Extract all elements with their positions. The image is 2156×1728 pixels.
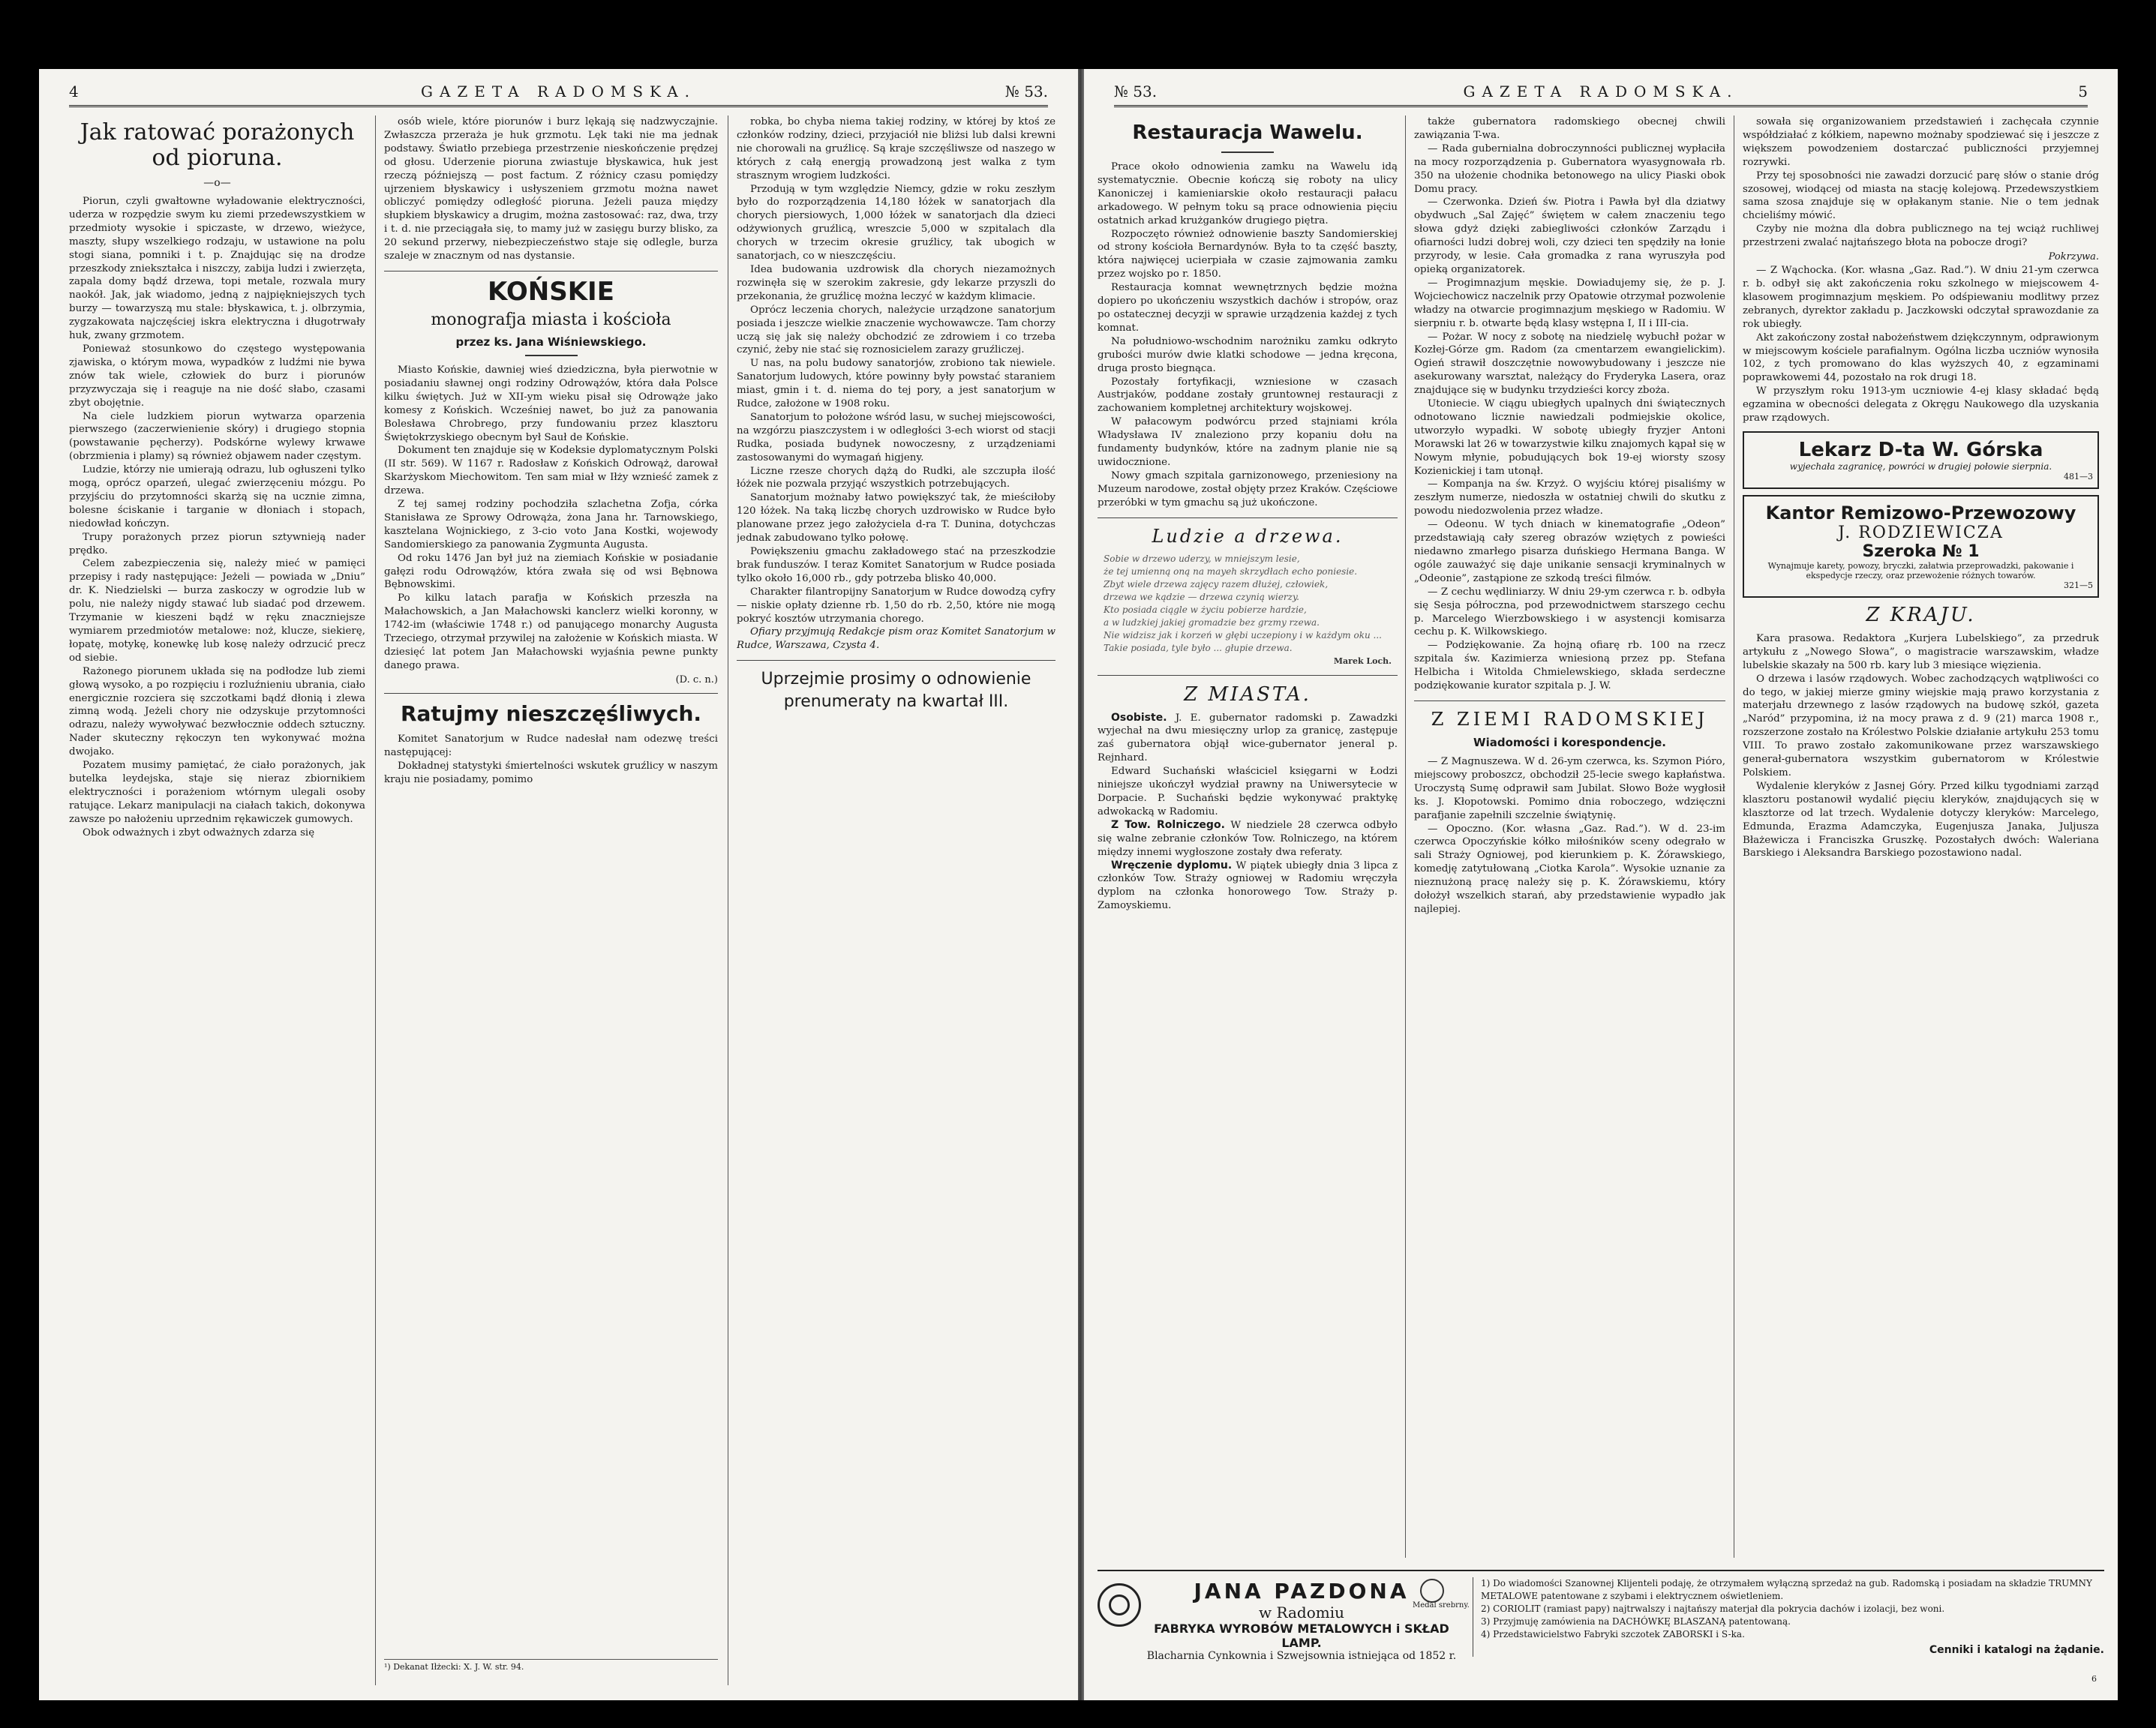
article-title: Jak ratować porażonych od pioruna. xyxy=(80,119,355,171)
column-3 xyxy=(1743,116,2099,1558)
poem-line: drzewa we kądzie — drzewa czynią wierzy. xyxy=(1104,591,1299,602)
paragraph: Kara prasowa. Redaktora „Kurjera Lubelskiego”, za przedruk artykułu z „Nowego Słowa”, o magistracie warszawskim, władze lubelskie skazały na 500 rb. kary lub 3 miesiące więzienia. xyxy=(1743,632,2099,671)
paragraph: — Czerwonka. Dzień św. Piotra i Pawła był dla dziatwy obydwuch „Sal Zajęć” świętem w całem znaczeniu tego słowa gdyż dzięki zabiegliwości członków Zarządu i ofiarności ludzi dobrej woli, czy dzieci ten spędziły na łonie przyrody, w lesie. Cała gromadka z rana wyruszyła pod opieką organizatorek. xyxy=(1414,196,1725,275)
paragraph: W pałacowym podwórcu przed stajniami króla Władysława IV znaleziono przy kopaniu dołu na fundamenty budynków, które na zadnym planie nie są uwidocznione. xyxy=(1098,416,1398,468)
right-page xyxy=(1084,69,2118,1700)
item-text: Edward Suchański właściciel księgarni w Łodzi niniejsze ukończył wydział prawny na Uniwersytecie w Dorpacie. P. Suchański będzie wykonywać praktykę adwokacką w Radomiu. xyxy=(1098,766,1398,818)
poem xyxy=(1098,553,1398,668)
paragraph: — Podziękowanie. Za hojną ofiarę rb. 100 na rzecz szpitala św. Kazimierza wniesioną przez pp. Stefana Helbicha i Witolda Chmielewskiego, składa serdeczne podziękowanie kurator szpitala p. J. W. xyxy=(1414,640,1725,692)
poem-line: Nie widzisz jak i korzeń w głębi uczepiony i w każdym oku ... xyxy=(1104,629,1382,640)
divider: —o— xyxy=(203,177,231,189)
paragraph: Po kilku latach parafja w Końskich przeszła na Małachowskich, a Jan Małachowski kanclerz wielki koronny, w 1742-im (właściwie 1748 r.) od panującego monarchy Augusta Trzeciego, otrzymał przywilej na założenie w Końskich miasta. W dziesięć lat potem Jan Małachowski wyjaśnia pewne punkty danego prawa. xyxy=(384,592,718,671)
page-mark: 6 xyxy=(2091,1674,2097,1684)
advertisement-kantor xyxy=(1743,495,2099,598)
paragraph: Prace około odnowienia zamku na Wawelu idą systematycznie. Obecnie kończą się roboty na ulicy Kanoniczej i kamieniarskie około restauracji pałacu arkadowego. W pełnym toku są prace odnowienia pięciu ostatnich arkad krużganków drugiego piętra. xyxy=(1098,161,1398,226)
column-2 xyxy=(1414,116,1725,1558)
ad-list-item: 3) Przyjmuję zamówienia na DACHÓWKĘ BLASZANĄ patentowaną. xyxy=(1481,1616,1791,1627)
paragraph: Rażonego piorunem układa się na podłodze lub ziemi głową wysoko, a po rozpięciu i rozluźnieniu ubrania, ciało energicznie rozciera się szczotkami bądź dłonią i zlewa zimną wodą. Jeżeli chory nie odzyskuje przytomności odrazu, należy wywoływać bezwłocznie oddech sztuczny. Nader skuteczny rękoczyn ten wykonywać można dwojako. xyxy=(69,665,365,758)
column-1 xyxy=(69,116,365,1685)
paragraph: Trupy porażonych przez piorun sztywnieją nader prędko. xyxy=(69,531,365,556)
poem-line: Kto posiada ciągle w życiu pobierze hardzie, xyxy=(1104,604,1307,615)
separator xyxy=(1414,700,1725,701)
item-label: Z Tow. Rolniczego. xyxy=(1111,818,1225,831)
ad-title: Lekarz D-ta W. Górska xyxy=(1798,438,2043,461)
page-number: 4 xyxy=(69,82,79,100)
issue-number: № 53. xyxy=(1114,82,1158,100)
paragraph: osób wiele, które piorunów i burz lękają się nadzwyczajnie. Zwłaszcza przeraża je huk grzmotu. Lęk taki nie ma jednak podstawy. Światło przebiega przestrzenie nieskończenie prędzej od głosu. Uderzenie pioruna zwiastuje błyskawica, huk jest rzeczą późniejszą — post factum. Z różnicy czasu pomiędzy ujrzeniem błyskawicy i usłyszeniem grzmotu można nawet obliczyć pomiędzy odległość pioruna. Jeżeli pauza między słupkiem błyskawicy a drugim, można zastosować: raz, dwa, trzy i t. d. nie przeciągała się, to mamy już w zasięgu burzy blisko, za 20 sekund przerwy, niebezpieczeństwo staje się odlegle, burza szaleje w znacznym od nas dystansie. xyxy=(384,116,718,262)
poem-line: Zbyt wiele drzewa zajęcy razem dłużej, człowiek, xyxy=(1104,578,1329,590)
item-text: W niedziele 28 czerwca odbyło się walne zebranie członków Tow. Rolniczego, na którem między innemi wygłoszone zostały dwa referaty. xyxy=(1098,819,1398,858)
paragraph: Komitet Sanatorjum w Rudce nadesłał nam odezwę treści następującej: xyxy=(384,733,718,758)
paragraph: W przyszłym roku 1913-ym uczniowie 4-ej klasy składać będą egzamina w obecności delegata z Okręgu Naukowego dla uzyskania praw rządowych. xyxy=(1743,386,2099,424)
paragraph: Czyby nie można dla dobra publicznego na tej wciąż ruchliwej przestrzeni zwalać najtańszego błota na pobocze drogi? xyxy=(1743,224,2099,249)
paragraph: Piorun, czyli gwałtowne wyładowanie elektryczności, uderza w rozpędzie swym ku ziemi przedewszystkiem w przedmioty wysokie i spiczaste, w drzewo, wieżyce, maszty, słupy wszelkiego rodzaju, w ustawione na polu stogi siana, pomniki i t. p. Znajdując się na drodze przeszkody zniekształca i niszczy, zabija ludzi i zwierzęta, zapala domy bądź drzewa, topi metale, rozwala mury naokół. Jak, jak wiadomo, jedną z najpiękniejszych tych burzy — towarzyszą mu stale: błyskawica, t. j. olbrzymia, zygzakowata najczęściej iskra elektryczna i długotrwały huk, zwany grzmotem. xyxy=(69,196,365,342)
paragraph: Ludzie, którzy nie umierają odrazu, lub ogłuszeni tylko mogą, oprócz oparzeń, ulegać zwierzęceniu mózgu. Po przyjściu do przytomności skarżą się na ucznie zimna, bolesne ściskanie i targanie w dłoniach i stopach, niedowład kończyn. xyxy=(69,464,365,530)
paragraph: Dokładnej statystyki śmiertelności wskutek gruźlicy w naszym kraju nie posiadamy, pomimo xyxy=(384,760,718,785)
paragraph: — Z Wąchocka. (Kor. własna „Gaz. Rad.”). W dniu 21-ym czerwca r. b. odbył się akt zakończenia roku szkolnego w miejscowem 4-klasowem progimnazjum męskiem. Po odśpiewaniu modlitwy przez zebranych, dyrektor zakładu p. Jaczkowski odczytał sprawozdanie za rok ubiegły. xyxy=(1743,265,2099,330)
medal-icon xyxy=(1420,1579,1444,1603)
paragraph: — Z cechu wędliniarzy. W dniu 29-ym czerwca r. b. odbyła się Sesja półroczna, pod przewodnictwem starszego cechu p. Marcelego Wierzbowskiego i w asystencji komisarza cechu p. K. Wilkowskiego. xyxy=(1414,586,1725,638)
paragraph: Wydalenie kleryków z Jasnej Góry. Przed kilku tygodniami zarząd klasztoru postanowił wydalić pięciu kleryków, znajdujących się w klasztorze od lat trzech. Wydalenie dotyczy kleryków: Marcelego, Edmunda, Erazma Adamczyka, Eugenjusza Janaka, Juljusza Błażewicza i Franciszka Gruszkę. Pozostałych dwóch: Waleriana Barskiego i Aleksandra Barskiego pozostawiono nadal. xyxy=(1743,780,2099,860)
signature: Pokrzywa. xyxy=(2048,251,2099,263)
subscription-notice: Uprzejmie prosimy o odnowienie prenumeraty na kwartał III. xyxy=(761,670,1031,712)
paragraph: — Progimnazjum męskie. Dowiadujemy się, że p. J. Wojciechowicz naczelnik przy Opatowie otrzymał pozwolenie władzy na otwarcie progimnazjum męskiego w Radomiu. W sierpniu r. b. otwarte będą klasy wstępna I, II i III-cia. xyxy=(1414,277,1725,329)
paragraph: Ofiary przyjmują Redakcje pism oraz Komitet Sanatorjum w Rudce, Warszawa, Czysta 4. xyxy=(737,626,1055,652)
ad-title: Kantor Remizowo-Przewozowy xyxy=(1765,502,2076,524)
item-label: Wręczenie dyplomu. xyxy=(1111,859,1233,872)
paragraph: O drzewa i lasów rządowych. Wobec zachodzących wątpliwości co do tego, w jakiej mierze gminy wiejskie mają prawo korzystania z materjału drzewnego z lasów rządowych na budowę szkół, gazeta „Naród” przypomina, iż na mocy prawa z d. 9 (21) marca 1908 r., rozszerzone zostało na Królestwo Polskie działanie artykułu 253 tomu VIII. To prawo zostało zakomunikowane przez warszawskiego generał-gubernatora wszystkim gubernatorom w Królestwie Polskiem. xyxy=(1743,673,2099,778)
byline: przez ks. Jana Wiśniewskiego. xyxy=(455,334,647,349)
paragraph: — Rada gubernialna dobroczynności publicznej wypłaciła na mocy rozporządzenia p. Gubernatora wyasygnowała rb. 350 na ułożenie chodnika betonowego na ulicy Piaski obok Domu pracy. xyxy=(1414,142,1725,195)
ad-reference: 481—3 xyxy=(2064,471,2093,482)
footnote: ¹) Dekanat Iłżecki: X. J. W. str. 94. xyxy=(384,1659,718,1672)
ad-list-item: 4) Przedstawicielstwo Fabryki szczotek ZABORSKI i S-ka. xyxy=(1481,1629,1745,1640)
column-rule xyxy=(375,116,376,1685)
section-title: Z ZIEMI RADOMSKIEJ xyxy=(1431,708,1709,730)
paragraph: Akt zakończony został nabożeństwem dziękczynnym, odprawionym w miejscowym kościele parafialnym. Ogólna liczba uczniów wynosiła 102, z tych promowano do klas wyższych 40, z egzaminami poprawkowemi 44, pozostało na rok drugi 18. xyxy=(1743,332,2099,384)
paragraph: Miasto Końskie, dawniej wieś dziedziczna, była pierwotnie w posiadaniu sławnej ongi rodziny Odrowążów, która dała Polsce kilku świętych. Już w XII-ym wieku pisał się Odrowąże jako komesy z Końskich. Wcześniej nawet, bo już za panowania Bolesława Chrobrego, przy fundowaniu przez klasztoru Świętokrzyskiego obecnym był Sauł de Końskie. xyxy=(384,364,718,443)
ad-catalog: Cenniki i katalogi na żądanie. xyxy=(1929,1644,2104,1656)
separator xyxy=(1098,675,1398,676)
item-text: W piątek ubiegły dnia 3 lipca z członków Tow. Straży ogniowej w Radomiu wręczyła dyplom na członka honorowego Tow. Straży p. Zamoyskiemu. xyxy=(1098,860,1398,912)
paragraph: — Pożar. W nocy z sobotę na niedzielę wybuchł pożar w Kozłej-Górze gm. Radom (za cmentarzem ewangielickim). Ogień strawił doszczętnie nowowybudowany i jeszcze nie asekurowany warsztat, należący do Fryderyka Lasera, oraz znajdujące się w budynku trzydzieści korcy zboża. xyxy=(1414,331,1725,397)
paragraph: Liczne rzesze chorych dążą do Rudki, ale szczupła ilość łóżek nie pozwala przyjąć wszystkich potrzebujących. xyxy=(737,465,1055,490)
paragraph: Przodują w tym względzie Niemcy, gdzie w roku zeszłym było do rozporządzenia 14,180 łóżek w sanatorjach dla chorych piersiowych, 1,000 łóżek w sanatorjach dla dzieci odżywionych gruźlicą, wreszcie 5,000 w szpitalach dla chorych w trzecim okresie gruźlicy, tak ubogich w sanatorjach, co w nieszczęściu. xyxy=(737,183,1055,262)
ad-name: J. RODZIEWICZA xyxy=(1838,523,2004,542)
paragraph: Ponieważ stosunkowo do częstego występowania zjawiska, o którym mowa, wypadków z ludźmi nie bywa znów tak wiele, człowiek do burz i piorunów przyzwyczaja się i reaguje na nie dość słabo, czasami zbyt obojętnie. xyxy=(69,343,365,409)
paragraph: Dokument ten znajduje się w Kodeksie dyplomatycznym Polski (II str. 569). W 1167 r. Radosław z Końskich Odrowąż, darował Skarżyskom Miechowitom. Ten sam miał w Iłży wznieść zamek z drzewa. xyxy=(384,445,718,497)
separator xyxy=(737,660,1055,661)
divider xyxy=(1221,152,1274,153)
paragraph: Oprócz leczenia chorych, należycie urządzone sanatorjum posiada i jeszcze wielkie znaczenie wychowawcze. Tam chorzy uczą się jak się należy obchodzić ze zdrowiem i co trzeba czynić, żeby nie stać się roznosicielem zarazy gruźliczej. xyxy=(737,304,1055,356)
article-title: Ratujmy nieszczęśliwych. xyxy=(400,700,702,726)
item-label: Osobiste. xyxy=(1111,711,1167,724)
page-number: 5 xyxy=(2078,82,2088,100)
paragraph: Na południowo-wschodnim narożniku zamku odkryto grubości murów dwie klatki schodowe — jedna kręcona, druga prosto biegnąca. xyxy=(1098,335,1398,374)
paragraph: Pozatem musimy pamiętać, że ciało porażonych, jak butelka leydejska, staje się nieraz zbiornikiem elektryczności i porażeniom wtórnym ulegali osoby ratujące. Lekarz manipulacji na ciałach takich, dokonywa zawsze po nałożeniu uprzednim rękawiczek gumowych. xyxy=(69,760,365,825)
ad-list xyxy=(1473,1577,2104,1657)
ad-line: Blacharnia Cynkownia i Szwejsownia istniejąca od 1852 r. xyxy=(1146,1650,1457,1662)
paragraph: — Z Magnuszewa. W d. 26-ym czerwca, ks. Szymon Pióro, miejscowy proboszcz, obchodził 25-lecie swego kapłaństwa. Uroczystą Sumę odprawił sam Jubilat. Słowo Boże wygłosił ks. J. Kłopotowski. Pomimo dnia roboczego, wdzięczni parafjanie zapełnili szczelnie świątynię. xyxy=(1414,755,1725,821)
ad-list-item: 1) Do wiadomości Szanownej Klijenteli podaję, że otrzymałem wyłączną sprzedaż na gub. Radomską i posiadam na składzie TRUMNY METALOWE patentowane z szybami i elektrycznem oświetleniem. xyxy=(1481,1578,2092,1601)
ad-reference: 321—5 xyxy=(2064,580,2093,590)
item-text: J. E. gubernator radomski p. Zawadzki wyjechał na dwu miesięczny urlop za granicę, zastępuje zaś gubernatora objął wice-gubernator jeneral p. Rejnhard. xyxy=(1098,712,1398,764)
medal-caption: Medal srebrny. xyxy=(1413,1601,1470,1610)
paragraph: — Odeonu. W tych dniach w kinematografie „Odeon” przedstawiają cały szereg obrazów wziętych z powieści niedawno zmarłego pisarza duńskiego Hermana Banga. W ogóle zauważyć się daje unikanie sensacji kryminalnych w „Odeonie”, zastąpione ze szkodą treści filmów. xyxy=(1414,519,1725,584)
paragraph: robka, bo chyba niema takiej rodziny, w której by ktoś ze członków rodziny, dzieci, przyjaciół nie bliżsi lub dalsi krewni nie chorowali na gruźlicę. Są kraje szczęśliwsze od naszego w których z całą energją prowadzoną jest walka z tym strasznym wrogiem ludzkości. xyxy=(737,116,1055,182)
paragraph: Sanatorjum możnaby łatwo powiększyć tak, że mieściłoby 120 łóżek. Na taką liczbę chorych uzdrowisko w Rudce było planowane przez jego założyciela d-ra T. Dunina, dotychczas jednak zabudowano tylko połowę. xyxy=(737,492,1055,544)
paragraph: Pozostały fortyfikacji, wzniesione w czasach Austrjaków, poddane zostały gruntownej restauracji z zachowaniem kompletnej architektury wojskowej. xyxy=(1098,376,1398,415)
poem-author: Marek Loch. xyxy=(1333,656,1392,666)
issue-number: № 53. xyxy=(1004,82,1048,100)
paragraph: Powiększeniu gmachu zakładowego stać na przeszkodzie brak funduszów. I teraz Komitet Sanatorjum w Rudce posiada tylko około 16,000 rb., gdy potrzeba blisko 40,000. xyxy=(737,546,1055,584)
section-subtitle: Wiadomości i korespondencje. xyxy=(1473,735,1666,749)
column-rule xyxy=(1405,116,1406,1558)
advertisement-gorska xyxy=(1743,431,2099,489)
running-header-right xyxy=(1114,82,2088,107)
paragraph: sowała się organizowaniem przedstawień i zachęcała czynnie współdziałać z kółkiem, napewno możnaby spodziewać się i jeszcze z większem powodzeniem dostarczać publiczności przyjemnej rozrywki. xyxy=(1743,116,2099,168)
poem-line: Takie posiada, tyle było ... głupie drzewa. xyxy=(1104,642,1293,653)
paragraph: Sanatorjum to położone wśród lasu, w suchej miejscowości, na wzgórzu piaszczystem i w odległości 3-ech wiorst od stacji Rudka, posiada budynek nowoczesny, z urządzeniami zastosowanymi do wymagań higjeny. xyxy=(737,411,1055,464)
paragraph: Przy tej sposobności nie zawadzi dorzucić parę słów o stanie dróg szosowej, wiodącej od miasta na stację kolejową. Przedewszystkiem sama szosa znajduje się w opłakanym stanie. Nie o tem jednak chcieliśmy mówić. xyxy=(1743,170,2099,222)
paragraph: Nowy gmach szpitala garnizonowego, przeniesiony na Muzeum narodowe, został objęty przez Kraków. Częściowe przeróbki w tym gmachu są już ukończone. xyxy=(1098,470,1398,508)
paragraph: Na ciele ludzkiem piorun wytwarza oparzenia pierwszego (zaczerwienienie skóry) i drugiego stopnia (powstawanie pęcherzy). Podskórne wylewy krwawe (obrzmienia i plamy) są również objawem nader częstym. xyxy=(69,410,365,463)
advertisement-pazdona xyxy=(1098,1570,2104,1684)
ad-list-item: 2) CORIOLIT (ramiast papy) najtrwalszy i najtańszy materjał dla pokrycia dachów i izolacji, bez woni. xyxy=(1481,1604,1945,1614)
ad-city: w Radomiu xyxy=(1258,1604,1344,1622)
paragraph: Obok odważnych i zbyt odważnych zdarza się xyxy=(83,826,315,838)
column-1 xyxy=(1098,116,1398,1558)
separator xyxy=(384,693,718,694)
company-logo-icon xyxy=(1098,1583,1141,1627)
separator xyxy=(384,271,718,272)
paragraph: Idea budowania uzdrowisk dla chorych niezamożnych rozwinęła się w szerokim zakresie, gdy lekarze przyszli do przekonania, że gruźlicę można leczyć w każdym klimacie. xyxy=(737,263,1055,302)
poem-line: Sobie w drzewo uderzy, w mniejszym lesie, xyxy=(1104,553,1300,564)
ad-brand: JANA PAZDONA xyxy=(1194,1579,1410,1604)
article-title: KOŃSKIE xyxy=(488,276,614,307)
section-title: Z KRAJU. xyxy=(1866,603,1976,626)
ad-line: FABRYKA WYROBÓW METALOWYCH i SKŁAD LAMP. xyxy=(1154,1622,1449,1650)
left-page xyxy=(39,69,1078,1700)
column-3 xyxy=(737,116,1055,1685)
poem-line: a w ludzkiej jakiej gromadzie bez grzmy rzewa. xyxy=(1104,616,1320,628)
newspaper-title: GAZETA RADOMSKA. xyxy=(1463,82,1739,100)
article-title: Restauracja Wawelu. xyxy=(1132,122,1363,144)
paragraph: U nas, na polu budowy sanatorjów, zrobiono tak niewiele. Sanatorjum ludowych, które powinny były powstać staraniem miast, gmin i t. d. niema do tej pory, a jest sanatorjum w Rudce, założone w 1908 roku. xyxy=(737,358,1055,410)
paragraph: Utoniecie. W ciągu ubiegłych upalnych dni świątecznych odnotowano licznie nawiedzali podmiejskie okolice, utworzyło wypadki. W sobotę ubiegły fryzjer Antoni Morawski lat 26 w towarzystwie kilku znajomych kąpał się w Nowym młynie, pobudujących bok 19-ej wiorsty szosy Kozienickiej i tam utonął. xyxy=(1414,398,1725,477)
divider xyxy=(525,355,578,356)
paragraph: — Kompanja na św. Krzyż. O wyjściu której pisaliśmy w zeszłym numerze, niedoszła w ostatniej chwili do skutku z powodu niedozwolenia przez władze. xyxy=(1414,478,1725,518)
paragraph: Od roku 1476 Jan był już na ziemiach Końskie w posiadanie gałęzi rodu Odrowążów, która zwała się od wsi Bębnowa Bębnowskimi. xyxy=(384,552,718,591)
running-header-left xyxy=(69,82,1048,107)
ad-text: wyjechała zagranicę, powróci w drugiej połowie sierpnia. xyxy=(1789,460,2052,472)
paragraph: Celem zabezpieczenia się, należy mieć w pamięci przepisy i rady następujące: Jeżeli — powiada w „Dniu” dr. K. Niedzielski — burza zaskoczy w ogrodzie lub w polu, nie należy nigdy stawać lub siadać pod drzewem. Trzymanie w kieszeni bądź w ręku znaczniejsze wymiarem przedmiotów metalowe: noż, klucze, siekierę, łopatę, motykę, konewkę lub kosę należy odrzucić precz od siebie. xyxy=(69,558,365,664)
signature: (D. c. n.) xyxy=(675,674,718,686)
newspaper-title: GAZETA RADOMSKA. xyxy=(420,82,696,100)
ad-street: Szeroka № 1 xyxy=(1862,542,1980,561)
paragraph: Z tej samej rodziny pochodziła szlachetna Zofja, córka Stanisława ze Sprowy Odrowąża, żona Jana hr. Tarnowskiego, kasztelana Wojnickiego, z 3-cio voto Jana Kostki, wojewody Sandomierskiego za panowania Zygmunta Augusta. xyxy=(384,499,718,550)
section-title: Z MIASTA. xyxy=(1184,682,1311,706)
article-subtitle: monografja miasta i kościoła xyxy=(431,310,671,329)
paragraph: także gubernatora radomskiego obecnej chwili zawiązania T-wa. xyxy=(1414,116,1725,141)
paragraph: Restauracja komnat wewnętrznych będzie można dopiero po ukończeniu wszystkich dachów i stropów, oraz po ostatecznej decyzji w sprawie urządzenia każdej z tych komnat. xyxy=(1098,282,1398,334)
paragraph: Rozpoczęto również odnowienie baszty Sandomierskiej od strony kościoła Bernardynów. Była to ta część baszty, która najwięcej ucierpiała w czasie zajmowania zamku przez wojsko po r. 1850. xyxy=(1098,228,1398,280)
ad-text: Wynajmuje karety, powozy, bryczki, załatwia przeprowadzki, pakowanie i ekspedycje rzeczy, oraz przewożenie różnych towarów. xyxy=(1767,560,2074,580)
paragraph: Charakter filantropijny Sanatorjum w Rudce dowodzą cyfry — niskie opłaty dzienne rb. 1,50 do rb. 2,50, które nie mogą pokryć kosztów utrzymania chorego. xyxy=(737,586,1055,625)
poem-line: że tej umienną oną na mayeh skrzydłach echo poniesie. xyxy=(1104,566,1358,577)
column-2 xyxy=(384,116,718,1685)
paragraph: — Opoczno. (Kor. własna „Gaz. Rad.”). W d. 23-im czerwca Opoczyńskie kółko miłośników sceny odegrało w sali Straży Ogniowej, pod kierunkiem p. K. Żórawskiego, komedję zatytułowaną „Ciotka Karola”. Wysokie uznanie za nieznużoną pracę należy się p. K. Żórawskiemu, który dołożył wszelkich starań, aby przedstawienie wypadło jak najlepiej. xyxy=(1414,823,1725,915)
poem-title: Ludzie a drzewa. xyxy=(1152,525,1344,547)
